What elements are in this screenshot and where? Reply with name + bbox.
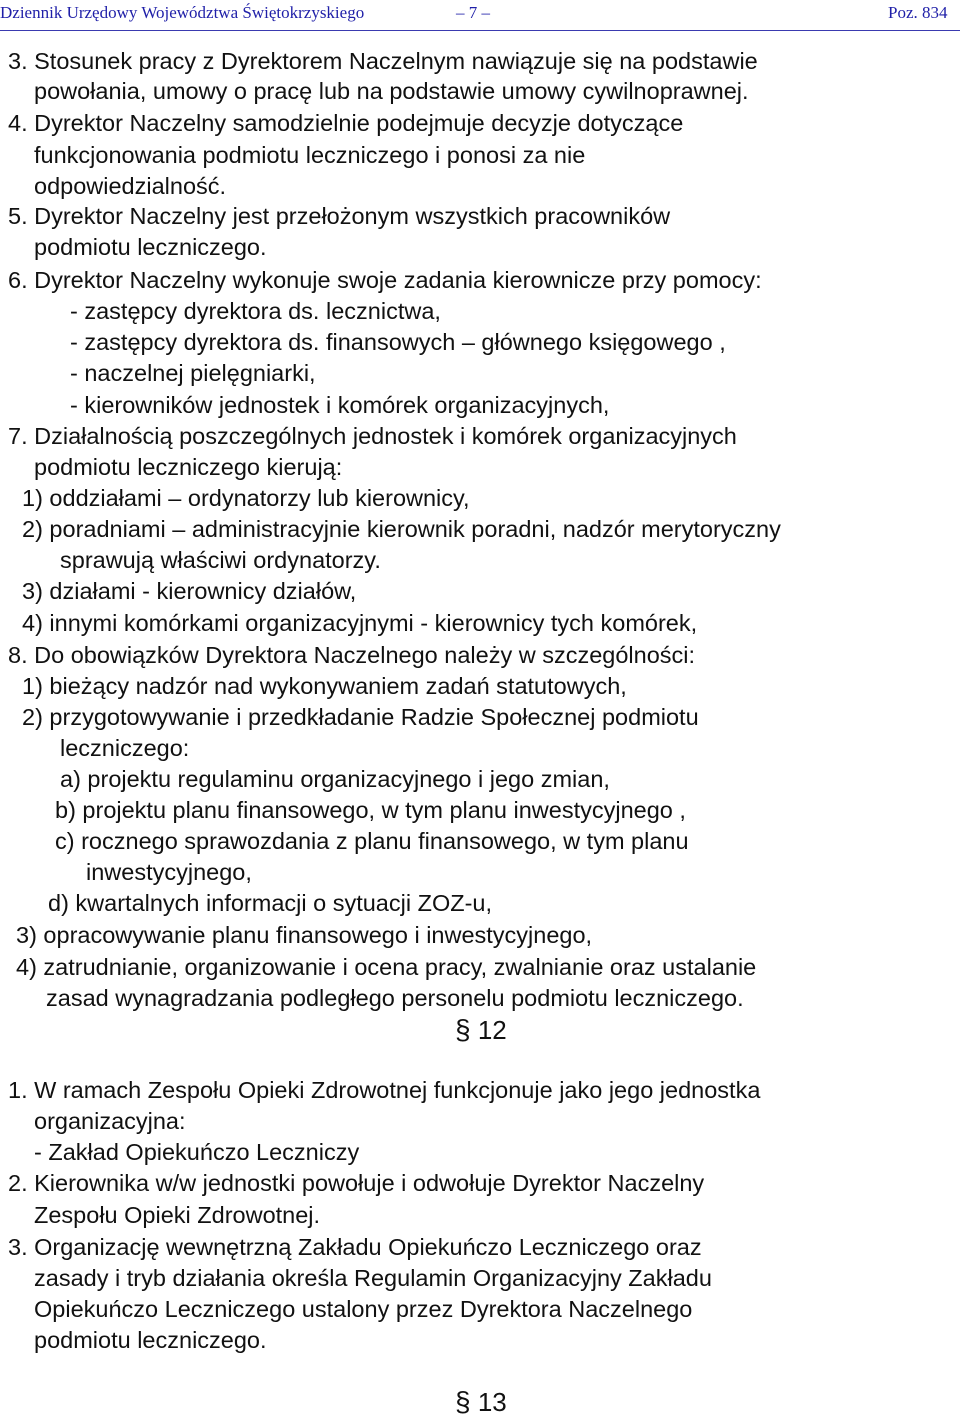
text-line: - kierowników jednostek i komórek organizacyjnych, — [70, 392, 610, 418]
text-line: - zastępcy dyrektora ds. finansowych – głównego księgowego , — [70, 329, 726, 355]
text-line: 3. Organizację wewnętrzną Zakładu Opiekuńczo Leczniczego oraz — [8, 1234, 702, 1260]
text-line: a) projektu regulaminu organizacyjnego i jego zmian, — [60, 766, 610, 792]
page-header — [0, 0, 960, 30]
text-line: 8. Do obowiązków Dyrektora Naczelnego należy w szczególności: — [8, 642, 696, 668]
section-number: 13 — [477, 1387, 507, 1417]
text-line: 3) opracowywanie planu finansowego i inwestycyjnego, — [16, 922, 593, 948]
text-line: sprawują właściwi ordynatorzy. — [60, 547, 381, 573]
text-line: 3) działami - kierownicy działów, — [22, 578, 357, 604]
text-line: 1) bieżący nadzór nad wykonywaniem zadań statutowych, — [22, 673, 627, 699]
text-line: 4) zatrudnianie, organizowanie i ocena pracy, zwalnianie oraz ustalanie — [16, 954, 757, 980]
text-line: funkcjonowania podmiotu leczniczego i ponosi za nie — [34, 142, 586, 168]
text-line: 6. Dyrektor Naczelny wykonuje swoje zadania kierownicze przy pomocy: — [8, 267, 762, 293]
text-line: powołania, umowy o pracę lub na podstawie umowy cywilnoprawnej. — [34, 78, 749, 104]
text-line: 5. Dyrektor Naczelny jest przełożonym wszystkich pracowników — [8, 203, 671, 229]
header-rule — [0, 30, 960, 31]
page-number: – 7 – — [456, 3, 490, 22]
text-line: inwestycyjnego, — [86, 859, 252, 885]
section-symbol: § — [455, 1014, 471, 1045]
text-line: zasady i tryb działania określa Regulamin Organizacyjny Zakładu — [34, 1265, 712, 1291]
text-line: 2) przygotowywanie i przedkładanie Radzie Społecznej podmiotu — [22, 704, 699, 730]
text-line: 7. Działalnością poszczególnych jednostek i komórek organizacyjnych — [8, 423, 737, 449]
text-line: Zespołu Opieki Zdrowotnej. — [34, 1202, 321, 1228]
section-symbol: § — [455, 1386, 471, 1417]
section-number: 12 — [477, 1015, 507, 1045]
text-line: podmiotu leczniczego. — [34, 234, 267, 260]
text-line: - Zakład Opiekuńczo Leczniczy — [34, 1139, 360, 1165]
text-line: b) projektu planu finansowego, w tym planu inwestycyjnego , — [55, 797, 686, 823]
text-line: c) rocznego sprawozdania z planu finansowego, w tym planu — [55, 828, 689, 854]
text-line: d) kwartalnych informacji o sytuacji ZOZ-u, — [48, 890, 493, 916]
text-line: 2. Kierownika w/w jednostki powołuje i odwołuje Dyrektor Naczelny — [8, 1170, 705, 1196]
text-line: zasad wynagradzania podległego personelu podmiotu leczniczego. — [46, 985, 744, 1011]
section-heading — [455, 1386, 507, 1418]
text-line: 1) oddziałami – ordynatorzy lub kierownicy, — [22, 485, 470, 511]
text-line: - zastępcy dyrektora ds. lecznictwa, — [70, 298, 441, 324]
text-line: podmiotu leczniczego. — [34, 1327, 267, 1353]
journal-title: Dziennik Urzędowy Województwa Świętokrzyskiego — [0, 3, 365, 22]
text-line: 1. W ramach Zespołu Opieki Zdrowotnej funkcjonuje jako jego jednostka — [8, 1077, 761, 1103]
text-line: - naczelnej pielęgniarki, — [70, 360, 316, 386]
text-line: podmiotu leczniczego kierują: — [34, 454, 343, 480]
text-line: organizacyjna: — [34, 1108, 186, 1134]
text-line: odpowiedzialność. — [34, 173, 227, 199]
text-line: 2) poradniami – administracyjnie kierownik poradni, nadzór merytoryczny — [22, 516, 781, 542]
section-heading — [455, 1014, 507, 1046]
text-line: leczniczego: — [60, 735, 190, 761]
text-line: Opiekuńczo Leczniczego ustalony przez Dyrektora Naczelnego — [34, 1296, 693, 1322]
text-line: 3. Stosunek pracy z Dyrektorem Naczelnym nawiązuje się na podstawie — [8, 48, 758, 74]
text-line: 4. Dyrektor Naczelny samodzielnie podejmuje decyzje dotyczące — [8, 110, 684, 136]
text-line: 4) innymi komórkami organizacyjnymi - kierownicy tych komórek, — [22, 610, 698, 636]
position-number: Poz. 834 — [888, 3, 948, 22]
